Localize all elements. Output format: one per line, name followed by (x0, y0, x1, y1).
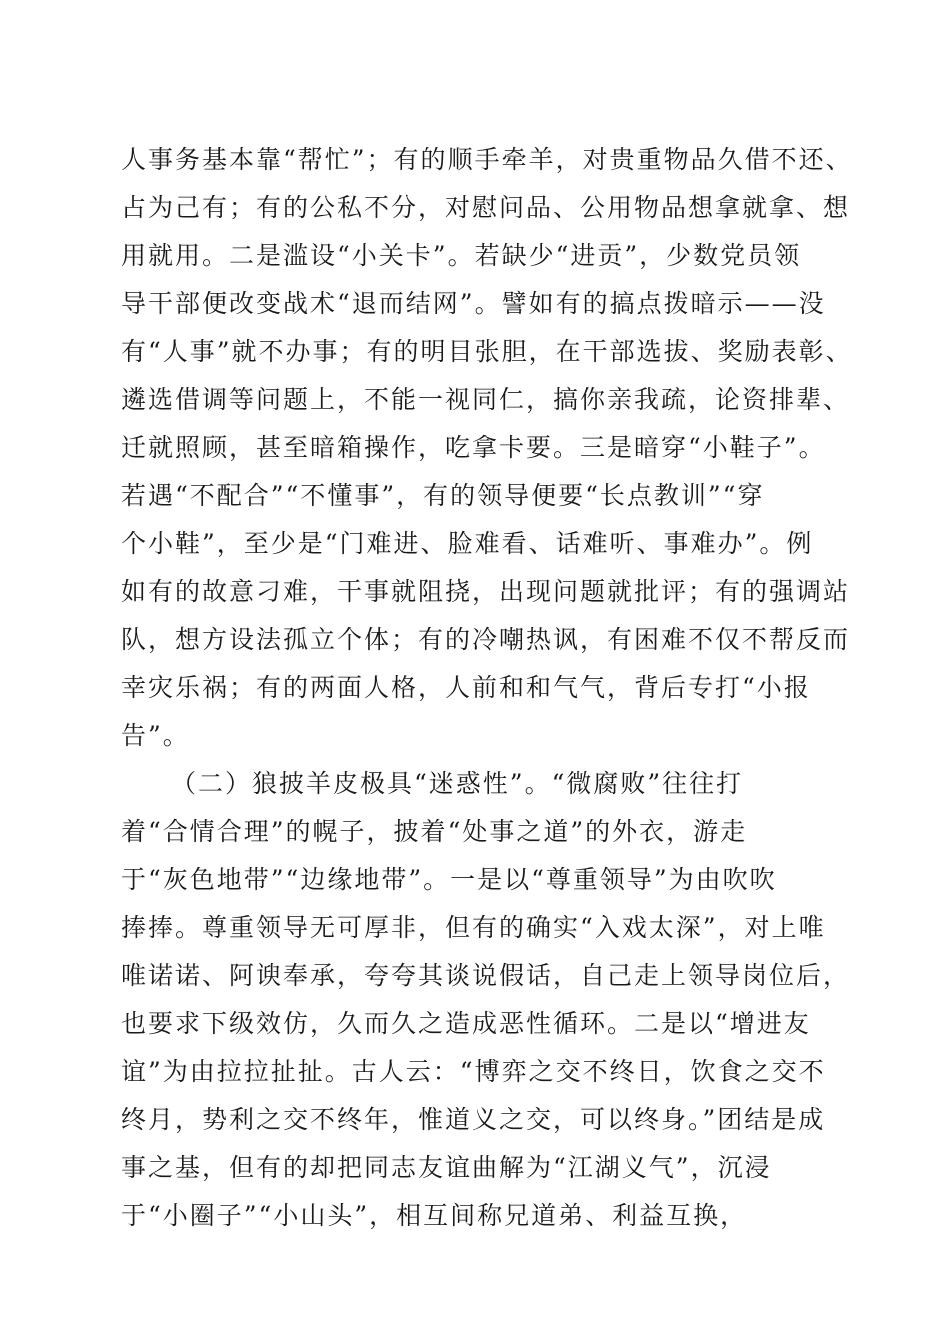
paragraph-1-line-12: 幸灾乐祸；有的两面人格，人前和和气气，背后专打“小报 (121, 673, 811, 702)
paragraph-1-line-8: 若遇“不配合”“不懂事”，有的领导便要“长点教训”“穿 (121, 481, 765, 510)
paragraph-2-line-7: 谊”为由拉拉扯扯。古人云：“博弈之交不终日，饮食之交不 (121, 1057, 826, 1086)
paragraph-1-line-3: 用就用。二是滥设“小关卡”。若缺少“进贡”，少数党员领 (121, 241, 802, 270)
paragraph-2-line-10: 于“小圈子”“小山头”，相互间称兄道弟、利益互换， (121, 1201, 748, 1230)
paragraph-1-line-4: 导干部便改变战术“退而结网”。譬如有的搞点拨暗示——没 (121, 289, 826, 318)
paragraph-1-line-11: 队，想方设法孤立个体；有的冷嘲热讽，有困难不仅不帮反而 (121, 625, 851, 654)
paragraph-2-line-9: 事之基，但有的却把同志友谊曲解为“江湖义气”，沉浸 (121, 1153, 772, 1182)
paragraph-2-line-3: 于“灰色地带”“边缘地带”。一是以“尊重领导”为由吹吹 (121, 865, 777, 894)
paragraph-1-line-10: 如有的故意刁难，干事就阻挠，出现问题就批评；有的强调站 (121, 577, 851, 606)
paragraph-1-line-13: 告”。 (121, 721, 190, 750)
paragraph-2-line-6: 也要求下级效仿，久而久之造成恶性循环。二是以“增进友 (121, 1009, 811, 1038)
paragraph-1-line-5: 有“人事”就不办事；有的明目张胆，在干部选拔、奖励表彰、 (121, 337, 853, 366)
paragraph-1-line-1: 人事务基本靠“帮忙”；有的顺手牵羊，对贵重物品久借不还、 (121, 145, 853, 174)
paragraph-2-line-8: 终月，势利之交不终年，惟道义之交，可以终身。”团结是成 (121, 1105, 826, 1134)
paragraph-1-line-9: 个小鞋”，至少是“门难进、脸难看、话难听、事难办”。例 (121, 529, 814, 558)
paragraph-1-line-6: 遴选借调等问题上，不能一视同仁，搞你亲我疏，论资排辈、 (121, 385, 851, 414)
paragraph-1-line-2: 占为己有；有的公私不分，对慰问品、公用物品想拿就拿、想 (121, 193, 851, 222)
paragraph-2-line-2: 着“合情合理”的幌子，披着“处事之道”的外衣，游走 (121, 817, 748, 846)
paragraph-1-line-7: 迁就照顾，甚至暗箱操作，吃拿卡要。三是暗穿“小鞋子”。 (121, 433, 826, 462)
paragraph-2-line-4: 捧捧。尊重领导无可厚非，但有的确实“入戏太深”，对上唯 (121, 913, 826, 942)
paragraph-2-line-5: 唯诺诺、阿谀奉承，夸夸其谈说假话，自己走上领导岗位后， (121, 961, 851, 990)
paragraph-2-line-1: （二）狼披羊皮极具“迷惑性”。“微腐败”往往打 (171, 769, 744, 798)
